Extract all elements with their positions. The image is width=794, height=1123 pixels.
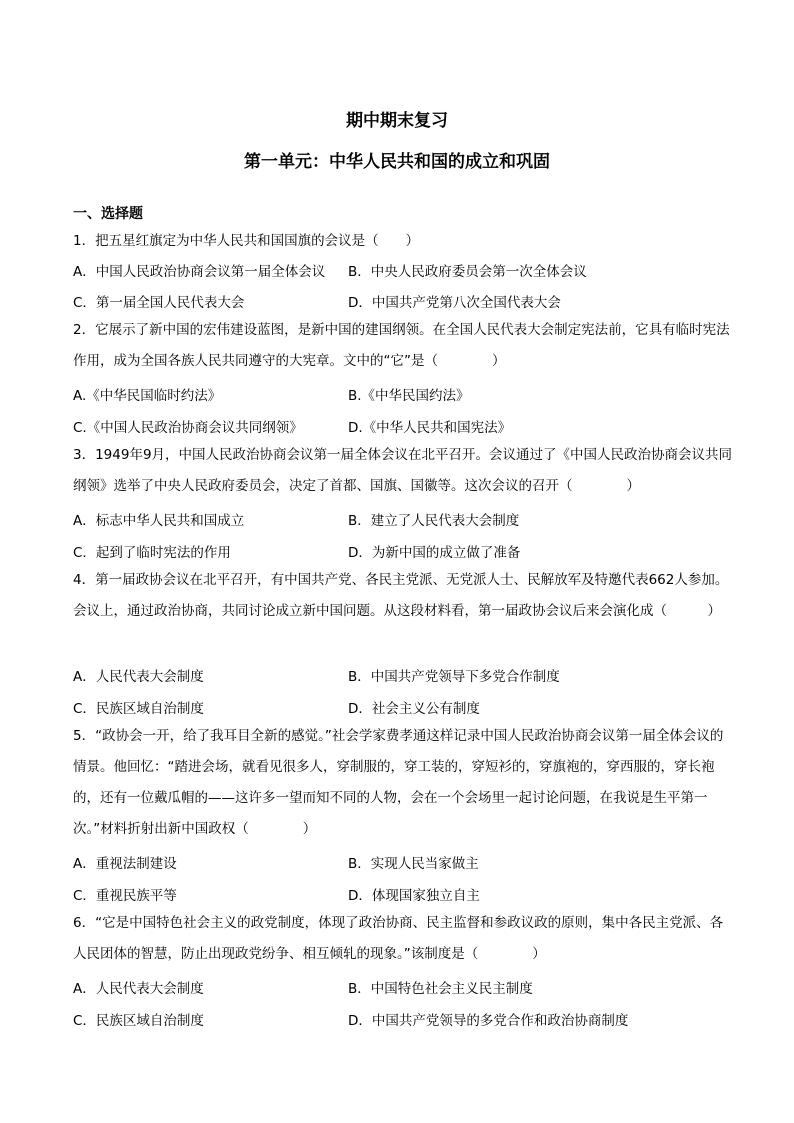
option-d: D．中国共产党领导的多党合作和政治协商制度	[348, 1013, 629, 1029]
option-b: B．中央人民政府委员会第一次全体会议	[348, 264, 587, 280]
option-a: A．标志中华人民共和国成立	[73, 513, 245, 529]
option-b: B．建立了人民代表大会制度	[348, 513, 520, 529]
option-a: A.《中华民国临时约法》	[73, 388, 222, 404]
option-c: C．民族区域自治制度	[73, 701, 204, 717]
option-d: D．为新中国的成立做了准备	[348, 545, 521, 561]
option-b: B．中国特色社会主义民主制度	[348, 981, 533, 997]
option-a: A．人民代表大会制度	[73, 981, 204, 997]
question-stem: 1．把五星红旗定为中华人民共和国国旗的会议是（ ）	[73, 233, 420, 249]
option-b: B．中国共产党领导下多党合作制度	[348, 669, 560, 685]
option-c: C．重视民族平等	[73, 888, 177, 904]
option-d: D．中国共产党第八次全国代表大会	[348, 295, 561, 311]
option-c: C．民族区域自治制度	[73, 1013, 204, 1029]
page-subtitle: 第一单元：中华人民共和国的成立和巩固	[244, 152, 550, 172]
option-d: D．社会主义公有制度	[348, 701, 480, 717]
question-stem: 5．“政协会一开，给了我耳目全新的感觉。”社会学家费孝通这样记录中国人民政治协商会议第一届全体会议的情景。他回忆：“踏进会场，就看见很多人，穿制服的，穿工装的，穿短衫的，穿旗袍的，穿西服的，穿长袍的，还有一位戴瓜帽的——这许多一望而知不同的人物，会在一个会场里一起讨论问题，在我说是生平第一次。”材料折射出新中国政权（ ）	[73, 728, 724, 837]
option-c: C．第一届全国人民代表大会	[73, 295, 245, 311]
question-stem: 4．第一届政协会议在北平召开，有中国共产党、各民主党派、无党派人士、民解放军及特邀代表662人参加。会议上，通过政治协商，共同讨论成立新中国问题。从这段材料看，第一届政协会议后来会演化成（ ）	[73, 572, 729, 619]
question-stem: 2．它展示了新中国的宏伟建设蓝图，是新中国的建国纲领。在全国人民代表大会制定宪法前，它具有临时宪法作用，成为全国各族人民共同遵守的大宪章。文中的“它”是（ ）	[73, 322, 730, 369]
option-a: A．重视法制建设	[73, 856, 177, 872]
option-c: C.《中国人民政治协商会议共同纲领》	[73, 420, 303, 436]
option-a: A．中国人民政治协商会议第一届全体会议	[73, 264, 326, 280]
question-stem: 6．“它是中国特色社会主义的政党制度，体现了政治协商、民主监督和参政议政的原则，集中各民主党派、各人民团体的智慧，防止出现政党纷争、相互倾轧的现象。”该制度是（ ）	[73, 915, 724, 962]
section-heading: 一、选择题	[73, 206, 143, 222]
option-b: B.《中华民国约法》	[348, 388, 470, 404]
page-title: 期中期末复习	[346, 111, 448, 131]
option-b: B．实现人民当家做主	[348, 856, 479, 872]
option-c: C．起到了临时宪法的作用	[73, 545, 231, 561]
option-d: D.《中华人民共和国宪法》	[348, 420, 512, 436]
option-a: A．人民代表大会制度	[73, 669, 204, 685]
question-stem: 3．1949年9月，中国人民政治协商会议第一届全体会议在北平召开。会议通过了《中国人民政治协商会议共同纲领》选举了中央人民政府委员会，决定了首都、国旗、国徽等。这次会议的召开（ ）	[73, 447, 733, 494]
option-d: D．体现国家独立自主	[348, 888, 480, 904]
